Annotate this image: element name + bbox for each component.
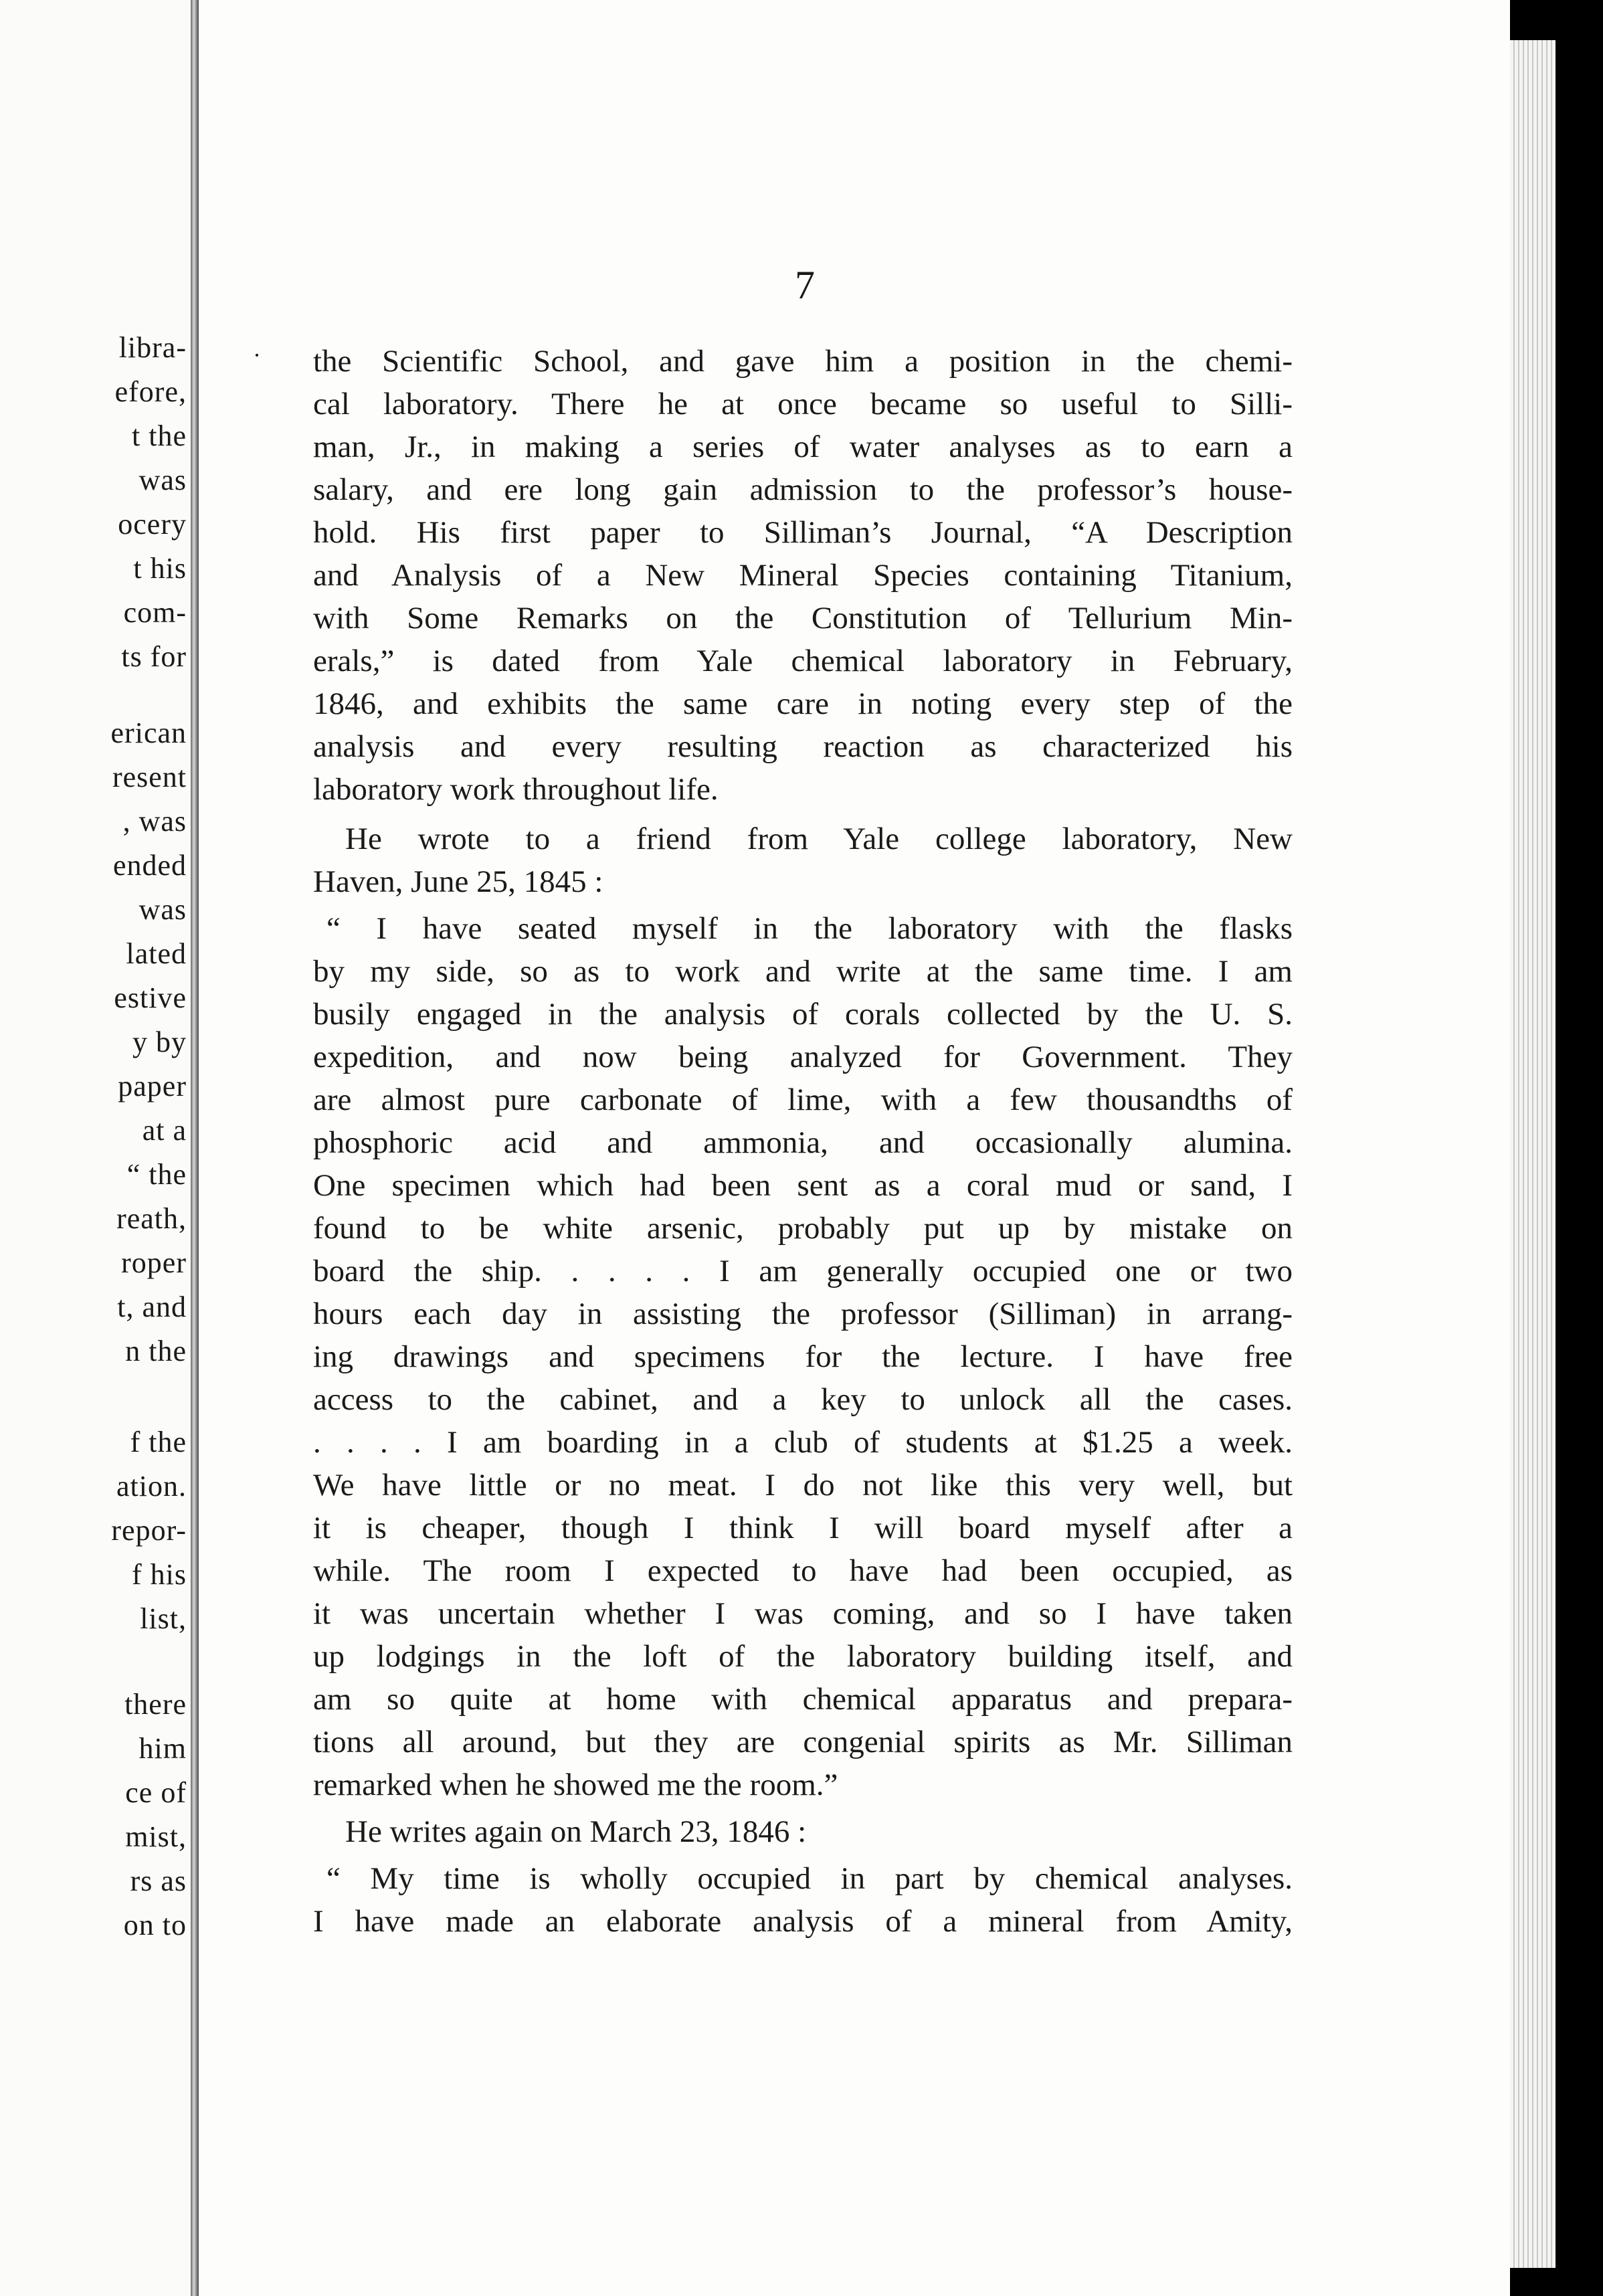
text-line: tions all around, but they are congenial spirits as Mr. Silliman [313,1725,1293,1759]
text-line: Haven, June 25, 1845 : [313,864,603,899]
text-line: hours each day in assisting the professor (Silliman) in arrang- [313,1297,1293,1331]
facing-page-line: was [138,893,187,926]
facing-page-line: com- [123,596,187,629]
facing-page-line: erican [110,716,187,749]
facing-page-line: t, and [117,1290,187,1323]
text-line: remarked when he showed me the room.” [313,1767,838,1802]
text-line: cal laboratory. There he at once became so useful to Silli- [313,387,1293,421]
facing-page-line: libra- [118,331,187,364]
facing-page-line: list, [140,1602,187,1635]
facing-page-line: t his [133,552,187,585]
facing-page-line: efore, [114,375,187,408]
text-line: “ My time is wholly occupied in part by chemical analyses. [326,1861,1293,1896]
facing-page-line: ended [112,849,187,882]
facing-page-line: lated [126,937,187,970]
text-line: laboratory work throughout life. [313,772,719,807]
facing-page-line: mist, [125,1820,187,1853]
text-line: man, Jr., in making a series of water analyses as to earn a [313,429,1293,464]
facing-page-line: on to [123,1909,187,1941]
page-edges [1510,40,1555,2268]
text-line: and Analysis of a New Mineral Species containing Titanium, [313,558,1293,593]
facing-page-line: resent [112,761,187,793]
facing-page-line: reath, [116,1202,187,1235]
text-line: hold. His first paper to Silliman’s Journal, “A Description [313,515,1293,550]
text-line: found to be white arsenic, probably put up by mistake on [313,1211,1293,1246]
text-line: “ I have seated myself in the laboratory with the flasks [326,911,1293,946]
facing-page-line: roper [121,1246,187,1279]
text-line: expedition, and now being analyzed for Government. They [313,1040,1293,1074]
facing-page-line: ts for [121,640,187,673]
text-line: board the ship. . . . . I am generally occupied one or two [313,1254,1293,1288]
text-line: up lodgings in the loft of the laboratory building itself, and [313,1639,1293,1674]
text-line: erals,” is dated from Yale chemical laboratory in February, [313,644,1293,678]
facing-page-line: him [138,1732,187,1765]
text-line: We have little or no meat. I do not like this very well, but [313,1468,1293,1503]
facing-page-fragment [0,0,191,2296]
margin-mark: · [253,342,261,369]
text-line: access to the cabinet, and a key to unlock all the cases. [313,1382,1293,1417]
text-line: busily engaged in the analysis of corals collected by the U. S. [313,997,1293,1032]
text-line: One specimen which had been sent as a coral mud or sand, I [313,1168,1293,1203]
facing-page-line: “ the [126,1158,187,1191]
text-line: He wrote to a friend from Yale college laboratory, New [345,822,1293,856]
text-line: He writes again on March 23, 1846 : [345,1814,807,1849]
facing-page-line: estive [114,981,187,1014]
facing-page-line: , was [122,805,187,838]
facing-page-line: ation. [116,1470,187,1503]
text-line: ing drawings and specimens for the lecture. I have free [313,1339,1293,1374]
facing-page-line: was [138,464,187,496]
facing-page-line: ce of [125,1776,187,1809]
facing-page-line: ocery [118,508,187,541]
text-line: it was uncertain whether I was coming, and so I have taken [313,1596,1293,1631]
text-line: while. The room I expected to have had been occupied, as [313,1553,1293,1588]
text-line: it is cheaper, though I think I will board myself after a [313,1511,1293,1545]
facing-page-line: f his [132,1558,187,1591]
text-line: phosphoric acid and ammonia, and occasionally alumina. [313,1125,1293,1160]
text-line: . . . . I am boarding in a club of students at $1.25 a week. [313,1425,1293,1460]
text-line: analysis and every resulting reaction as characterized his [313,729,1293,764]
text-line: the Scientific School, and gave him a position in the chemi- [313,344,1293,379]
book-gutter [191,0,199,2296]
facing-page-line: repor- [111,1514,187,1547]
facing-page-line: f the [130,1426,187,1458]
facing-page-line: t the [132,419,187,452]
facing-page-line: rs as [130,1864,187,1897]
text-line: I have made an elaborate analysis of a mineral from Amity, [313,1904,1293,1939]
page-number: 7 [795,263,815,307]
text-line: with Some Remarks on the Constitution of Tellurium Min- [313,601,1293,636]
text-line: 1846, and exhibits the same care in noting every step of the [313,686,1293,721]
facing-page-line: n the [125,1335,187,1367]
text-line: are almost pure carbonate of lime, with a few thousandths of [313,1082,1293,1117]
text-line: salary, and ere long gain admission to the professor’s house- [313,472,1293,507]
facing-page-line: y by [132,1026,187,1058]
facing-page-line: at a [142,1114,187,1147]
text-line: by my side, so as to work and write at the same time. I am [313,954,1293,989]
text-line: am so quite at home with chemical apparatus and prepara- [313,1682,1293,1717]
facing-page-line: there [124,1688,187,1721]
facing-page-line: paper [118,1070,187,1103]
